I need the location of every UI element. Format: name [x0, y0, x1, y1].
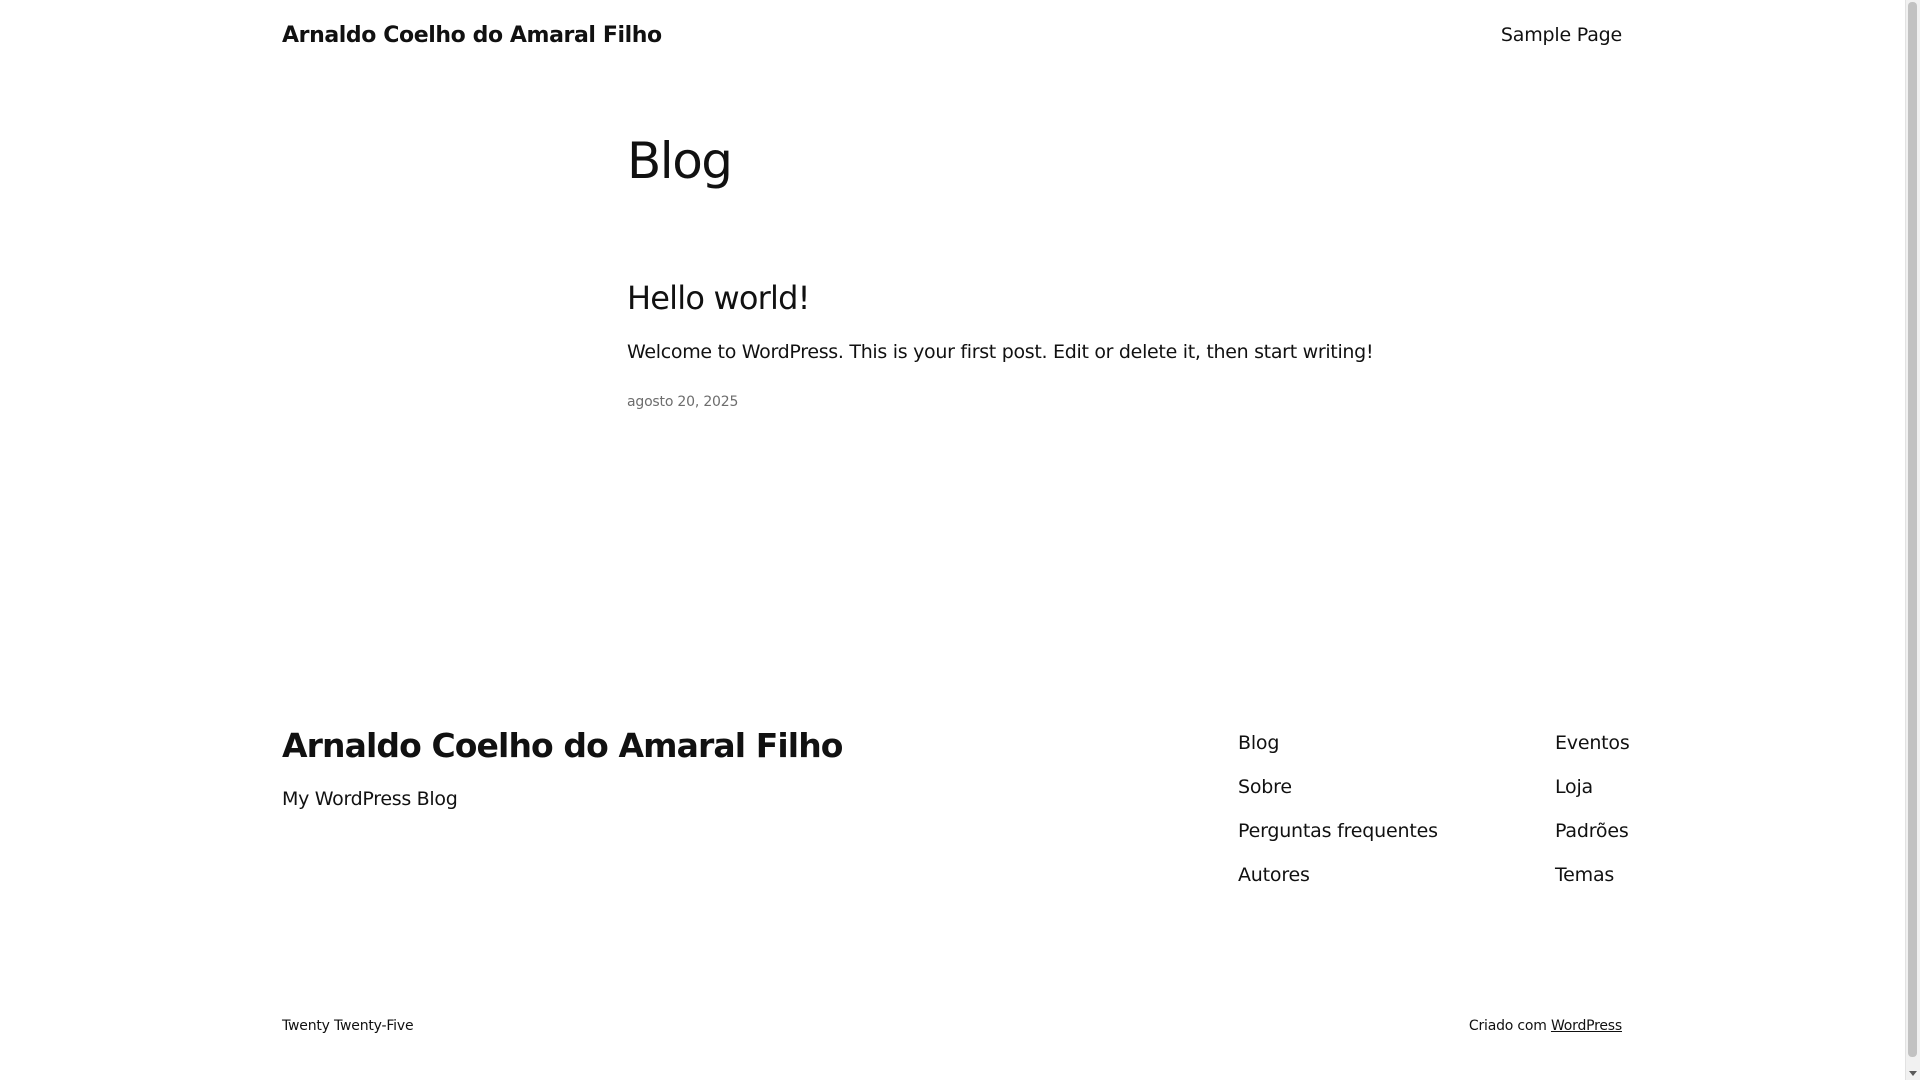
- site-title-link[interactable]: Arnaldo Coelho do Amaral Filho: [282, 22, 662, 48]
- primary-nav: [1501, 24, 1622, 46]
- page-title: Blog: [627, 132, 732, 190]
- footer-link-loja[interactable]: Loja: [1555, 776, 1593, 798]
- footer-link-autores[interactable]: Autores: [1238, 864, 1310, 886]
- wordpress-link[interactable]: WordPress: [1550, 1018, 1622, 1034]
- footer-tagline: My WordPress Blog: [282, 788, 458, 810]
- footer-nav-item: [1555, 775, 1630, 819]
- footer-link-faq[interactable]: Perguntas frequentes: [1238, 820, 1438, 842]
- site-header: [282, 18, 1622, 52]
- theme-credit: Twenty Twenty-Five: [282, 1018, 414, 1034]
- powered-by: [1469, 1018, 1622, 1034]
- post-date-link[interactable]: agosto 20, 2025: [627, 394, 739, 410]
- footer-nav-item: [1555, 731, 1630, 775]
- scroll-down-arrow-icon[interactable]: [1909, 1071, 1917, 1076]
- footer-nav-item: [1238, 731, 1438, 775]
- footer-nav-item: [1555, 863, 1630, 907]
- footer-nav-item: [1238, 819, 1438, 863]
- footer-nav-item: [1238, 863, 1438, 907]
- footer-nav-col-1: [1238, 731, 1438, 907]
- footer-nav-item: [1238, 775, 1438, 819]
- post-title: [627, 279, 810, 317]
- footer-link-temas[interactable]: Temas: [1555, 864, 1615, 886]
- footer-site-title-link[interactable]: Arnaldo Coelho do Amaral Filho: [282, 726, 843, 765]
- powered-by-prefix: Criado com: [1468, 1018, 1547, 1034]
- footer-link-blog[interactable]: Blog: [1238, 732, 1280, 754]
- footer-nav-col-2: [1555, 731, 1630, 907]
- footer-nav-item: [1555, 819, 1630, 863]
- post-title-link[interactable]: Hello world!: [627, 279, 810, 317]
- footer-link-eventos[interactable]: Eventos: [1555, 732, 1630, 754]
- nav-link-sample-page[interactable]: Sample Page: [1500, 24, 1622, 46]
- post-excerpt: Welcome to WordPress. This is your first post. Edit or delete it, then start writing!: [627, 341, 1374, 363]
- footer-link-padroes[interactable]: Padrões: [1555, 820, 1629, 842]
- scrollbar-thumb[interactable]: [1908, 2, 1917, 1057]
- footer-link-sobre[interactable]: Sobre: [1238, 776, 1292, 798]
- vertical-scrollbar[interactable]: [1905, 0, 1920, 1080]
